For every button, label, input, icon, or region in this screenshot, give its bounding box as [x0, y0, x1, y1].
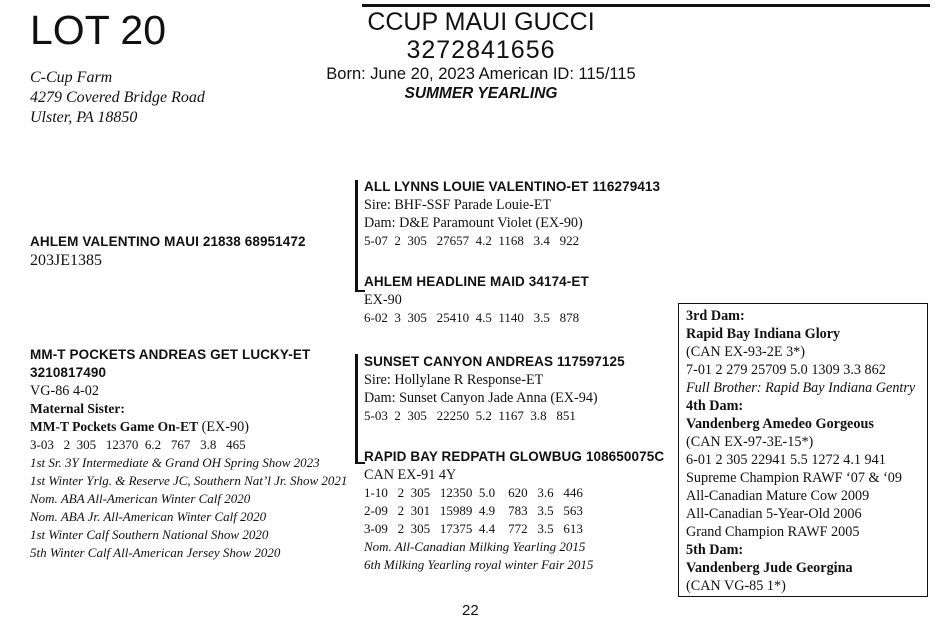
sire-sire-block: [364, 178, 660, 250]
sire-sire-line: Dam: D&E Paramount Violet (EX-90): [364, 215, 583, 231]
dam-achievement: 5th Winter Calf All-American Jersey Show 2020: [30, 545, 281, 560]
dam-block: [30, 346, 347, 562]
sire-code: 203JE1385: [30, 252, 102, 269]
lot-number: LOT 20: [30, 7, 166, 53]
dam-sire-line: Sire: Hollylane R Response-ET: [364, 372, 544, 388]
dam-dam-block: [364, 448, 664, 574]
dam-achievement: Nom. ABA All-American Winter Calf 2020: [30, 491, 251, 506]
fourth-dam-name: Vandenberg Amedeo Gorgeous: [686, 416, 874, 432]
dam-dam-record: 3-09 2 305 17375 4.4 772 3.5 613: [364, 521, 583, 536]
dam-dam-name: RAPID BAY REDPATH GLOWBUG 108650075C: [364, 449, 665, 464]
consignor-block: [30, 68, 205, 128]
third-dam-name: Rapid Bay Indiana Glory: [686, 326, 841, 342]
registration-number: 3272841656: [406, 36, 556, 64]
maternal-sister-score: (EX-90): [198, 419, 249, 435]
birth-info: Born: June 20, 2023 American ID: 115/115: [326, 65, 636, 83]
ancestral-dams-box: [678, 303, 928, 597]
dam-dam-record: 1-10 2 305 12350 5.0 620 3.6 446: [364, 485, 583, 500]
farm-address-line1: 4279 Covered Bridge Road: [30, 89, 205, 106]
sire-dam-block: [364, 273, 589, 327]
maternal-sister-line: [30, 418, 347, 436]
animal-name: CCUP MAUI GUCCI: [367, 8, 595, 36]
dam-reg: 3210817490: [30, 365, 107, 380]
fourth-dam-honor: Supreme Champion RAWF ‘07 & ‘09: [686, 470, 902, 486]
dam-dam-note: 6th Milking Yearling royal winter Fair 2015: [364, 557, 594, 572]
dam-dam-record: 2-09 2 301 15989 4.9 783 3.5 563: [364, 503, 583, 518]
fourth-dam-label: 4th Dam:: [686, 398, 744, 414]
third-dam-note: Full Brother: Rapid Bay Indiana Gentry: [686, 380, 916, 396]
sire-sire-line: Sire: BHF-SSF Parade Louie-ET: [364, 197, 552, 213]
dam-score: VG-86 4-02: [30, 383, 99, 399]
maternal-sister-record: 3-03 2 305 12370 6.2 767 3.8 465: [30, 437, 246, 452]
dam-dam-score: CAN EX-91 4Y: [364, 467, 457, 483]
dam-achievement: Nom. ABA Jr. All-American Winter Calf 2020: [30, 509, 267, 524]
sire-dam-record: 6-02 3 305 25410 4.5 1140 3.5 878: [364, 310, 580, 325]
dam-sire-name: SUNSET CANYON ANDREAS 117597125: [364, 354, 625, 369]
dam-name: MM-T POCKETS ANDREAS GET LUCKY-ET: [30, 347, 311, 362]
sire-sire-name: ALL LYNNS LOUIE VALENTINO-ET 116279413: [364, 179, 661, 194]
dam-achievement: 1st Sr. 3Y Intermediate & Grand OH Spring Show 2023: [30, 455, 320, 470]
third-dam-label: 3rd Dam:: [686, 308, 745, 324]
fifth-dam-score: (CAN VG-85 1*): [686, 578, 786, 594]
farm-address-line2: Ulster, PA 18850: [30, 109, 138, 126]
dam-sire-record: 5-03 2 305 22250 5.2 1167 3.8 851: [364, 408, 576, 423]
fourth-dam-record: 6-01 2 305 22941 5.5 1272 4.1 941: [686, 452, 886, 468]
sire-sire-record: 5-07 2 305 27657 4.2 1168 3.4 922: [364, 233, 580, 248]
dam-sire-block: [364, 353, 625, 425]
farm-name: C-Cup Farm: [30, 69, 113, 86]
third-dam-record: 7-01 2 279 25709 5.0 1309 3.3 862: [686, 362, 886, 378]
page-number: 22: [462, 602, 479, 619]
dam-sire-line: Dam: Sunset Canyon Jade Anna (EX-94): [364, 390, 598, 406]
fourth-dam-score: (CAN EX-97-3E-15*): [686, 434, 814, 450]
dam-pedigree-bracket: [355, 354, 358, 464]
sire-pedigree-bracket: [355, 180, 358, 292]
sire-dam-name: AHLEM HEADLINE MAID 34174-ET: [364, 274, 589, 289]
fifth-dam-name: Vandenberg Jude Georgina: [686, 560, 853, 576]
dam-dam-note: Nom. All-Canadian Milking Yearling 2015: [364, 539, 586, 554]
sire-dam-score: EX-90: [364, 292, 402, 308]
fourth-dam-honor: All-Canadian Mature Cow 2009: [686, 488, 870, 504]
fifth-dam-label: 5th Dam:: [686, 542, 744, 558]
dam-achievement: 1st Winter Calf Southern National Show 2020: [30, 527, 269, 542]
top-rule: [362, 4, 930, 7]
maternal-sister-name: MM-T Pockets Game On-ET: [30, 419, 199, 434]
sire-block: [30, 233, 306, 271]
class-label: SUMMER YEARLING: [404, 85, 558, 102]
maternal-sister-label: Maternal Sister:: [30, 401, 125, 416]
fourth-dam-honor: All-Canadian 5-Year-Old 2006: [686, 506, 862, 522]
dam-achievement: 1st Winter Yrlg. & Reserve JC, Southern Nat’l Jr. Show 2021: [30, 473, 348, 488]
sire-name: AHLEM VALENTINO MAUI 21838 68951472: [30, 234, 306, 249]
fourth-dam-honor: Grand Champion RAWF 2005: [686, 524, 860, 540]
third-dam-score: (CAN EX-93-2E 3*): [686, 344, 805, 360]
